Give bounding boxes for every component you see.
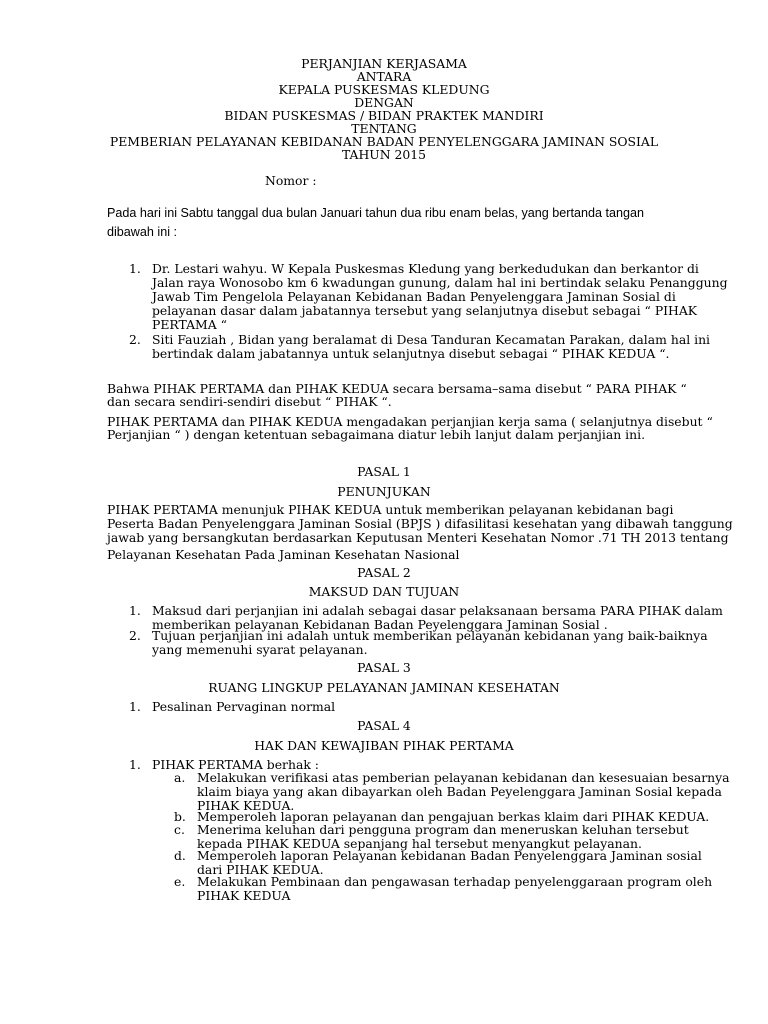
party-1-line: PERTAMA “	[152, 317, 227, 332]
pasal-2-item-2-line: Tujuan perjanjian ini adalah untuk memberikan pelayanan kebidanan yang baik-baiknya	[152, 628, 708, 643]
party-1-line: Jawab Tim Pengelola Pelayanan Kebidanan Badan Penyelenggara Jaminan Sosial di	[152, 289, 676, 304]
pasal-2-item-1-line: Maksud dari perjanjian ini adalah sebagai dasar pelaksanaan bersama PARA PIHAK dalam	[152, 603, 723, 618]
pasal-2-subheading: MAKSUD DAN TUJUAN	[308, 584, 460, 599]
subitem-e	[197, 874, 713, 903]
pasal-2-item-2-line: yang memenuhi syarat pelayanan.	[152, 642, 368, 657]
party-2-text	[152, 332, 711, 361]
pasal-2-item-2	[152, 628, 708, 657]
pasal-3-heading: PASAL 3	[357, 660, 411, 675]
pasal-3-subheading: RUANG LINGKUP PELAYANAN JAMINAN KESEHATAN	[208, 680, 560, 695]
title-line-4: DENGAN	[354, 95, 414, 110]
pasal-2-heading: PASAL 2	[357, 565, 411, 580]
party-1-line: Jalan raya Wonosobo km 6 kwadungan gunung, dalam hal ini bertindak selaku Penanggung	[152, 275, 728, 290]
pasal-1-body	[107, 502, 733, 545]
party-1-number: 1.	[129, 261, 141, 276]
subitem-e-line: Melakukan Pembinaan dan pengawasan terhadap penyelenggaraan program oleh	[197, 874, 713, 889]
pasal-1-heading: PASAL 1	[357, 464, 411, 479]
para-2-line-1: PIHAK PERTAMA dan PIHAK KEDUA mengadakan perjanjian kerja sama ( selanjutnya disebut “	[107, 414, 713, 429]
subitem-d-line: dari PIHAK KEDUA.	[197, 862, 324, 877]
subitem-a-line: Melakukan verifikasi atas pemberian pelayanan kebidanan dan kesesuaian besarnya	[197, 770, 730, 785]
subitem-b-line: Memperoleh laporan pelayanan dan pengajuan berkas klaim dari PIHAK KEDUA.	[197, 809, 710, 824]
intro-line-2: dibawah ini :	[107, 225, 178, 239]
subitem-c-letter: c.	[174, 822, 185, 837]
pasal-1-line: jawab yang bersangkutan berdasarkan Keputusan Menteri Kesehatan Nomor .71 TH 2013 tentang	[107, 530, 729, 545]
pasal-3-item-1-text: Pesalinan Pervaginan normal	[152, 699, 336, 714]
para-1-line-2: dan secara sendiri-sendiri disebut “ PIHAK “.	[107, 394, 392, 409]
subitem-c-line: kepada PIHAK KEDUA sepanjang hal tersebut menyangkut pelayanan.	[197, 836, 642, 851]
party-2-line: Siti Fauziah , Bidan yang beralamat di Desa Tanduran Kecamatan Parakan, dalam hal ini	[152, 332, 711, 347]
pasal-4-item-1-text: PIHAK PERTAMA berhak :	[152, 757, 319, 772]
subitem-a-letter: a.	[174, 770, 186, 785]
party-1-text	[152, 261, 728, 332]
title-line-5: BIDAN PUSKESMAS / BIDAN PRAKTEK MANDIRI	[224, 108, 544, 123]
subitem-c-line: Menerima keluhan dari pengguna program dan meneruskan keluhan tersebut	[197, 822, 689, 837]
subitem-d-letter: d.	[174, 848, 186, 863]
pasal-1-line-4: Pelayanan Kesehatan Pada Jaminan Kesehatan Nasional	[107, 547, 460, 562]
pasal-3-item-1-number: 1.	[129, 699, 141, 714]
pasal-2-item-1-line: memberikan pelayanan Kebidanan Badan Peyelenggara Jaminan Sosial .	[152, 617, 608, 632]
party-1-line: pelayanan dasar dalam jabatannya tersebut yang selanjutnya disebut sebagai “ PIHAK	[152, 303, 698, 318]
title-line-3: KEPALA PUSKESMAS KLEDUNG	[278, 82, 490, 97]
title-line-7: PEMBERIAN PELAYANAN KEBIDANAN BADAN PENYELENGGARA JAMINAN SOSIAL	[109, 134, 659, 149]
subitem-c	[197, 822, 689, 851]
subitem-e-letter: e.	[174, 874, 186, 889]
pasal-2-item-2-number: 2.	[129, 628, 141, 643]
pasal-4-subheading: HAK DAN KEWAJIBAN PIHAK PERTAMA	[254, 738, 514, 753]
subitem-e-line: PIHAK KEDUA	[197, 888, 291, 903]
title-line-6: TENTANG	[351, 121, 417, 136]
pasal-1-subheading: PENUNJUKAN	[337, 484, 431, 499]
subitem-b-letter: b.	[174, 809, 186, 824]
pasal-1-line: PIHAK PERTAMA menunjuk PIHAK KEDUA untuk memberikan pelayanan kebidanan bagi	[107, 502, 674, 517]
title-line-1: PERJANJIAN KERJASAMA	[301, 56, 467, 71]
subitem-a-line: klaim biaya yang akan dibayarkan oleh Badan Peyelenggara Jaminan Sosial kepada	[197, 784, 722, 799]
nomor-label: Nomor :	[265, 173, 317, 188]
party-1-line: Dr. Lestari wahyu. W Kepala Puskesmas Kledung yang berkedudukan dan berkantor di	[152, 261, 699, 276]
intro-line-1: Pada hari ini Sabtu tanggal dua bulan Januari tahun dua ribu enam belas, yang bertanda tangan	[107, 206, 645, 220]
pasal-4-item-1-number: 1.	[129, 757, 141, 772]
para-1-line-1: Bahwa PIHAK PERTAMA dan PIHAK KEDUA secara bersama–sama disebut “ PARA PIHAK “	[107, 381, 687, 396]
pasal-2-item-1-number: 1.	[129, 603, 141, 618]
subitem-a-line: PIHAK KEDUA.	[197, 798, 295, 813]
pasal-1-line: Peserta Badan Penyelenggara Jaminan Sosial (BPJS ) difasilitasi kesehatan yang dibawah tanggung	[107, 516, 733, 531]
title-line-8: TAHUN 2015	[341, 147, 427, 162]
subitem-a	[197, 770, 730, 813]
pasal-4-heading: PASAL 4	[357, 718, 411, 733]
party-2-line: bertindak dalam jabatannya untuk selanjutnya disebut sebagai “ PIHAK KEDUA “.	[152, 346, 670, 361]
subitem-d-line: Memperoleh laporan Pelayanan kebidanan Badan Penyelenggara Jaminan sosial	[197, 848, 702, 863]
party-2-number: 2.	[129, 332, 141, 347]
title-line-2: ANTARA	[356, 69, 412, 84]
para-2-line-2: Perjanjian “ ) dengan ketentuan sebagaimana diatur lebih lanjut dalam perjanjian ini.	[107, 427, 646, 442]
subitem-d	[197, 848, 702, 877]
